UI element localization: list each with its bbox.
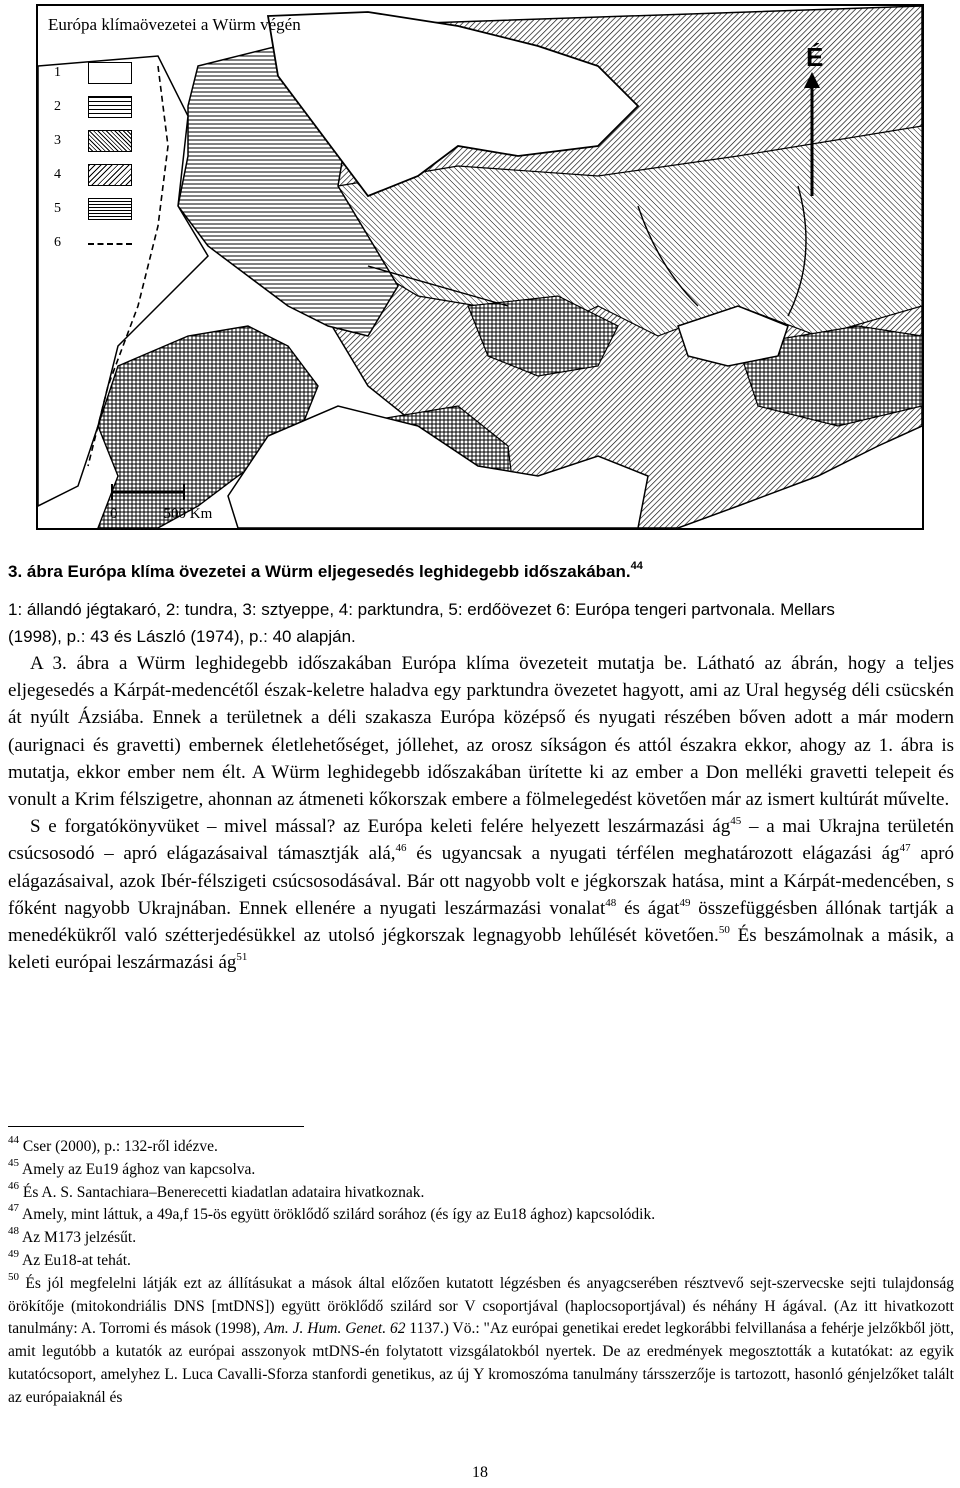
footnote-ref[interactable]: 49 bbox=[679, 896, 691, 909]
legend-item-5 bbox=[54, 198, 174, 222]
legend-swatch-ice bbox=[88, 62, 132, 84]
footnote-number: 47 bbox=[8, 1202, 19, 1215]
footnote-text: És jól megfelelni látják ezt az állításukat a mások által előzően kutatott légzésben és anyagcserében résztvevő sejt-szervecske sejti tulajdonság örökítője (mitokondriális DNS [mtDNS]) együtt öröklődő szilárd sor V csoportjával (haplocsoportjával) és néhány H ágával. (Az itt hivatkozott tanulmány: A. Torromi és mások (1998), bbox=[8, 1274, 954, 1338]
legend-swatch-tundra bbox=[88, 96, 132, 118]
paragraph: A 3. ábra a Würm leghidegebb időszakában Európa klíma övezeteit mutatja be. Látható az ábrán, hogy a teljes eljegesedés a Kárpát-medencétől észak-keletre haladva egy parktundra övezetet hagyott, ami az Ural hegység déli csücskén át nyúlt Ázsiába. Ennek a területnek a déli szakasza Európa középső és nyugati részében bőven adott a már modern (aurignaci és gravetti) embernek életlehetőséget, jóllehet, az orosz síkságon és attól északra ekkor, ahogy az 1. ábra is mutatja, ekkor ember nem élt. A Würm leghidegebb időszakában ürítette ki az ember a Don melléki gravetti telepeit és vonult a Krim félszigetre, ahonnan az átmeneti kőkorszak embere a fölmelegedést követően már az ismert kultúrát művelte. bbox=[8, 653, 954, 811]
footnote-text: Cser (2000), p.: 132-ről idézve. bbox=[19, 1138, 218, 1155]
footnote-number: 44 bbox=[8, 1134, 19, 1146]
page-number: 18 bbox=[472, 1464, 488, 1481]
footnote bbox=[8, 1179, 954, 1205]
north-label: É bbox=[806, 42, 824, 72]
legend-number: 1 bbox=[54, 65, 61, 80]
footnote-text: Amely, mint láttuk, a 49a,f 15-ös együtt öröklődő szilárd sorához (és így az Eu18 ághoz) kapcsolódik. bbox=[19, 1206, 656, 1224]
footnote-divider bbox=[8, 1126, 304, 1127]
footnote-ref[interactable]: 50 bbox=[718, 924, 730, 937]
footnote-number: 50 bbox=[8, 1270, 19, 1283]
europe-climate-map bbox=[36, 4, 924, 530]
footnote-number: 46 bbox=[8, 1179, 19, 1192]
paragraph bbox=[8, 813, 954, 976]
legend-number: 4 bbox=[54, 167, 61, 182]
footnote-ref[interactable]: 45 bbox=[730, 815, 742, 828]
footnote-text: Az M173 jelzésűt. bbox=[19, 1229, 137, 1247]
caption-legend-line: 1: állandó jégtakaró, 2: tundra, 3: sztyeppe, 4: parktundra, 5: erdőövezet 6: Európa tengeri partvonala. Mellars bbox=[8, 600, 835, 619]
caption-legend-line: (1998), p.: 43 és László (1974), p.: 40 alapján. bbox=[8, 627, 356, 646]
legend-number: 3 bbox=[54, 133, 61, 148]
footnote-text: És A. S. Santachiara–Benerecetti kiadatlan adataira hivatkoznak. bbox=[19, 1183, 425, 1201]
footnote bbox=[8, 1270, 954, 1410]
caption-title: 3. ábra Európa klíma övezetei a Würm eljegesedés leghidegebb időszakában. bbox=[8, 562, 631, 581]
text-run: és ágat bbox=[616, 897, 680, 919]
footnote-number: 49 bbox=[8, 1247, 19, 1260]
text-run: S e forgatókönyvüket – mivel mással? az Európa keleti felére helyezett leszármazási ág bbox=[30, 816, 731, 838]
text-run: És beszámolnak a másik, a keleti európai leszármazási ág bbox=[8, 925, 954, 974]
text-run: apró elágazásaival, azok Ibér-félszigeti csúcsosodásával. Bár ott nagyobb volt e jégkorszak hatása, mint a Kárpát-medencében, s főként nagyobb Ukrajnában. Ennek ellenére a nyugati leszármazási vonalat bbox=[8, 843, 954, 919]
text-run: – a mai Ukrajna területén csúcsosodó – apró elágazásaival támasztják alá, bbox=[8, 816, 954, 865]
footnote-ref[interactable]: 46 bbox=[395, 842, 407, 855]
legend-number: 5 bbox=[54, 201, 61, 216]
scale-start: 0 bbox=[110, 506, 118, 522]
footnote-ref[interactable]: 47 bbox=[899, 842, 911, 855]
footnote-ref[interactable]: 51 bbox=[236, 951, 248, 964]
text-run: összefüggésben állónak tartják a menedékükről való szétterjedésükkel az utolsó jégkorszak legnagyobb lehűlését követően. bbox=[8, 897, 954, 947]
footnote-number: 45 bbox=[8, 1156, 19, 1169]
footnote-text: Az Eu18-at tehát. bbox=[19, 1251, 131, 1269]
figure-caption bbox=[8, 562, 952, 582]
footnotes bbox=[8, 1136, 954, 1410]
footnote bbox=[8, 1156, 954, 1182]
scale-label bbox=[110, 506, 258, 523]
legend-item-6 bbox=[54, 232, 174, 256]
footnote bbox=[8, 1227, 954, 1250]
text-run: és ugyancsak a nyugati térfélen meghatározott elágazási ág bbox=[406, 843, 900, 865]
legend-swatch-forest bbox=[88, 198, 132, 220]
footnote bbox=[8, 1136, 954, 1159]
footnote-ref[interactable]: 44 bbox=[630, 560, 643, 572]
legend-item-2 bbox=[54, 96, 174, 120]
footnote bbox=[8, 1247, 954, 1273]
legend-item-1 bbox=[54, 62, 174, 86]
legend-number: 6 bbox=[54, 235, 61, 250]
journal-citation: Am. J. Hum. Genet. 62 bbox=[264, 1320, 406, 1338]
footnote-text: Amely az Eu19 ághoz van kapcsolva. bbox=[19, 1160, 256, 1178]
legend-swatch-steppe bbox=[88, 130, 132, 152]
footnote-ref[interactable]: 48 bbox=[605, 896, 617, 909]
legend-item-4 bbox=[54, 164, 174, 188]
caption-legend bbox=[8, 596, 952, 650]
legend-number: 2 bbox=[54, 99, 61, 114]
body-text bbox=[8, 650, 954, 976]
legend-item-3 bbox=[54, 130, 174, 154]
scale-end: 500 Km bbox=[163, 506, 213, 522]
footnote bbox=[8, 1204, 954, 1227]
map-title: Európa klímaövezetei a Würm végén bbox=[48, 15, 301, 34]
footnote-text: 1137.) Vö.: "Az európai genetikai eredet legkorábbi felvillanása a fehérje jelzőkből jött, amit legutóbb a kutatók az európai asszonyok mtDNS-én folytatott vizsgálatokból nyertek. De az eredmények megosztották a kutatókat: az egyik kutatócsoport, amelyhez L. Luca Cavalli-Sforza stanfordi genetikus, az új Y kromoszóma tanulmány társszerzője is tartozott, hasonló génjelzőket talált az európaiaknál és bbox=[8, 1320, 954, 1406]
legend-swatch-coastline bbox=[88, 243, 132, 245]
footnote-number: 48 bbox=[8, 1225, 19, 1238]
legend-swatch-park-tundra bbox=[88, 164, 132, 186]
